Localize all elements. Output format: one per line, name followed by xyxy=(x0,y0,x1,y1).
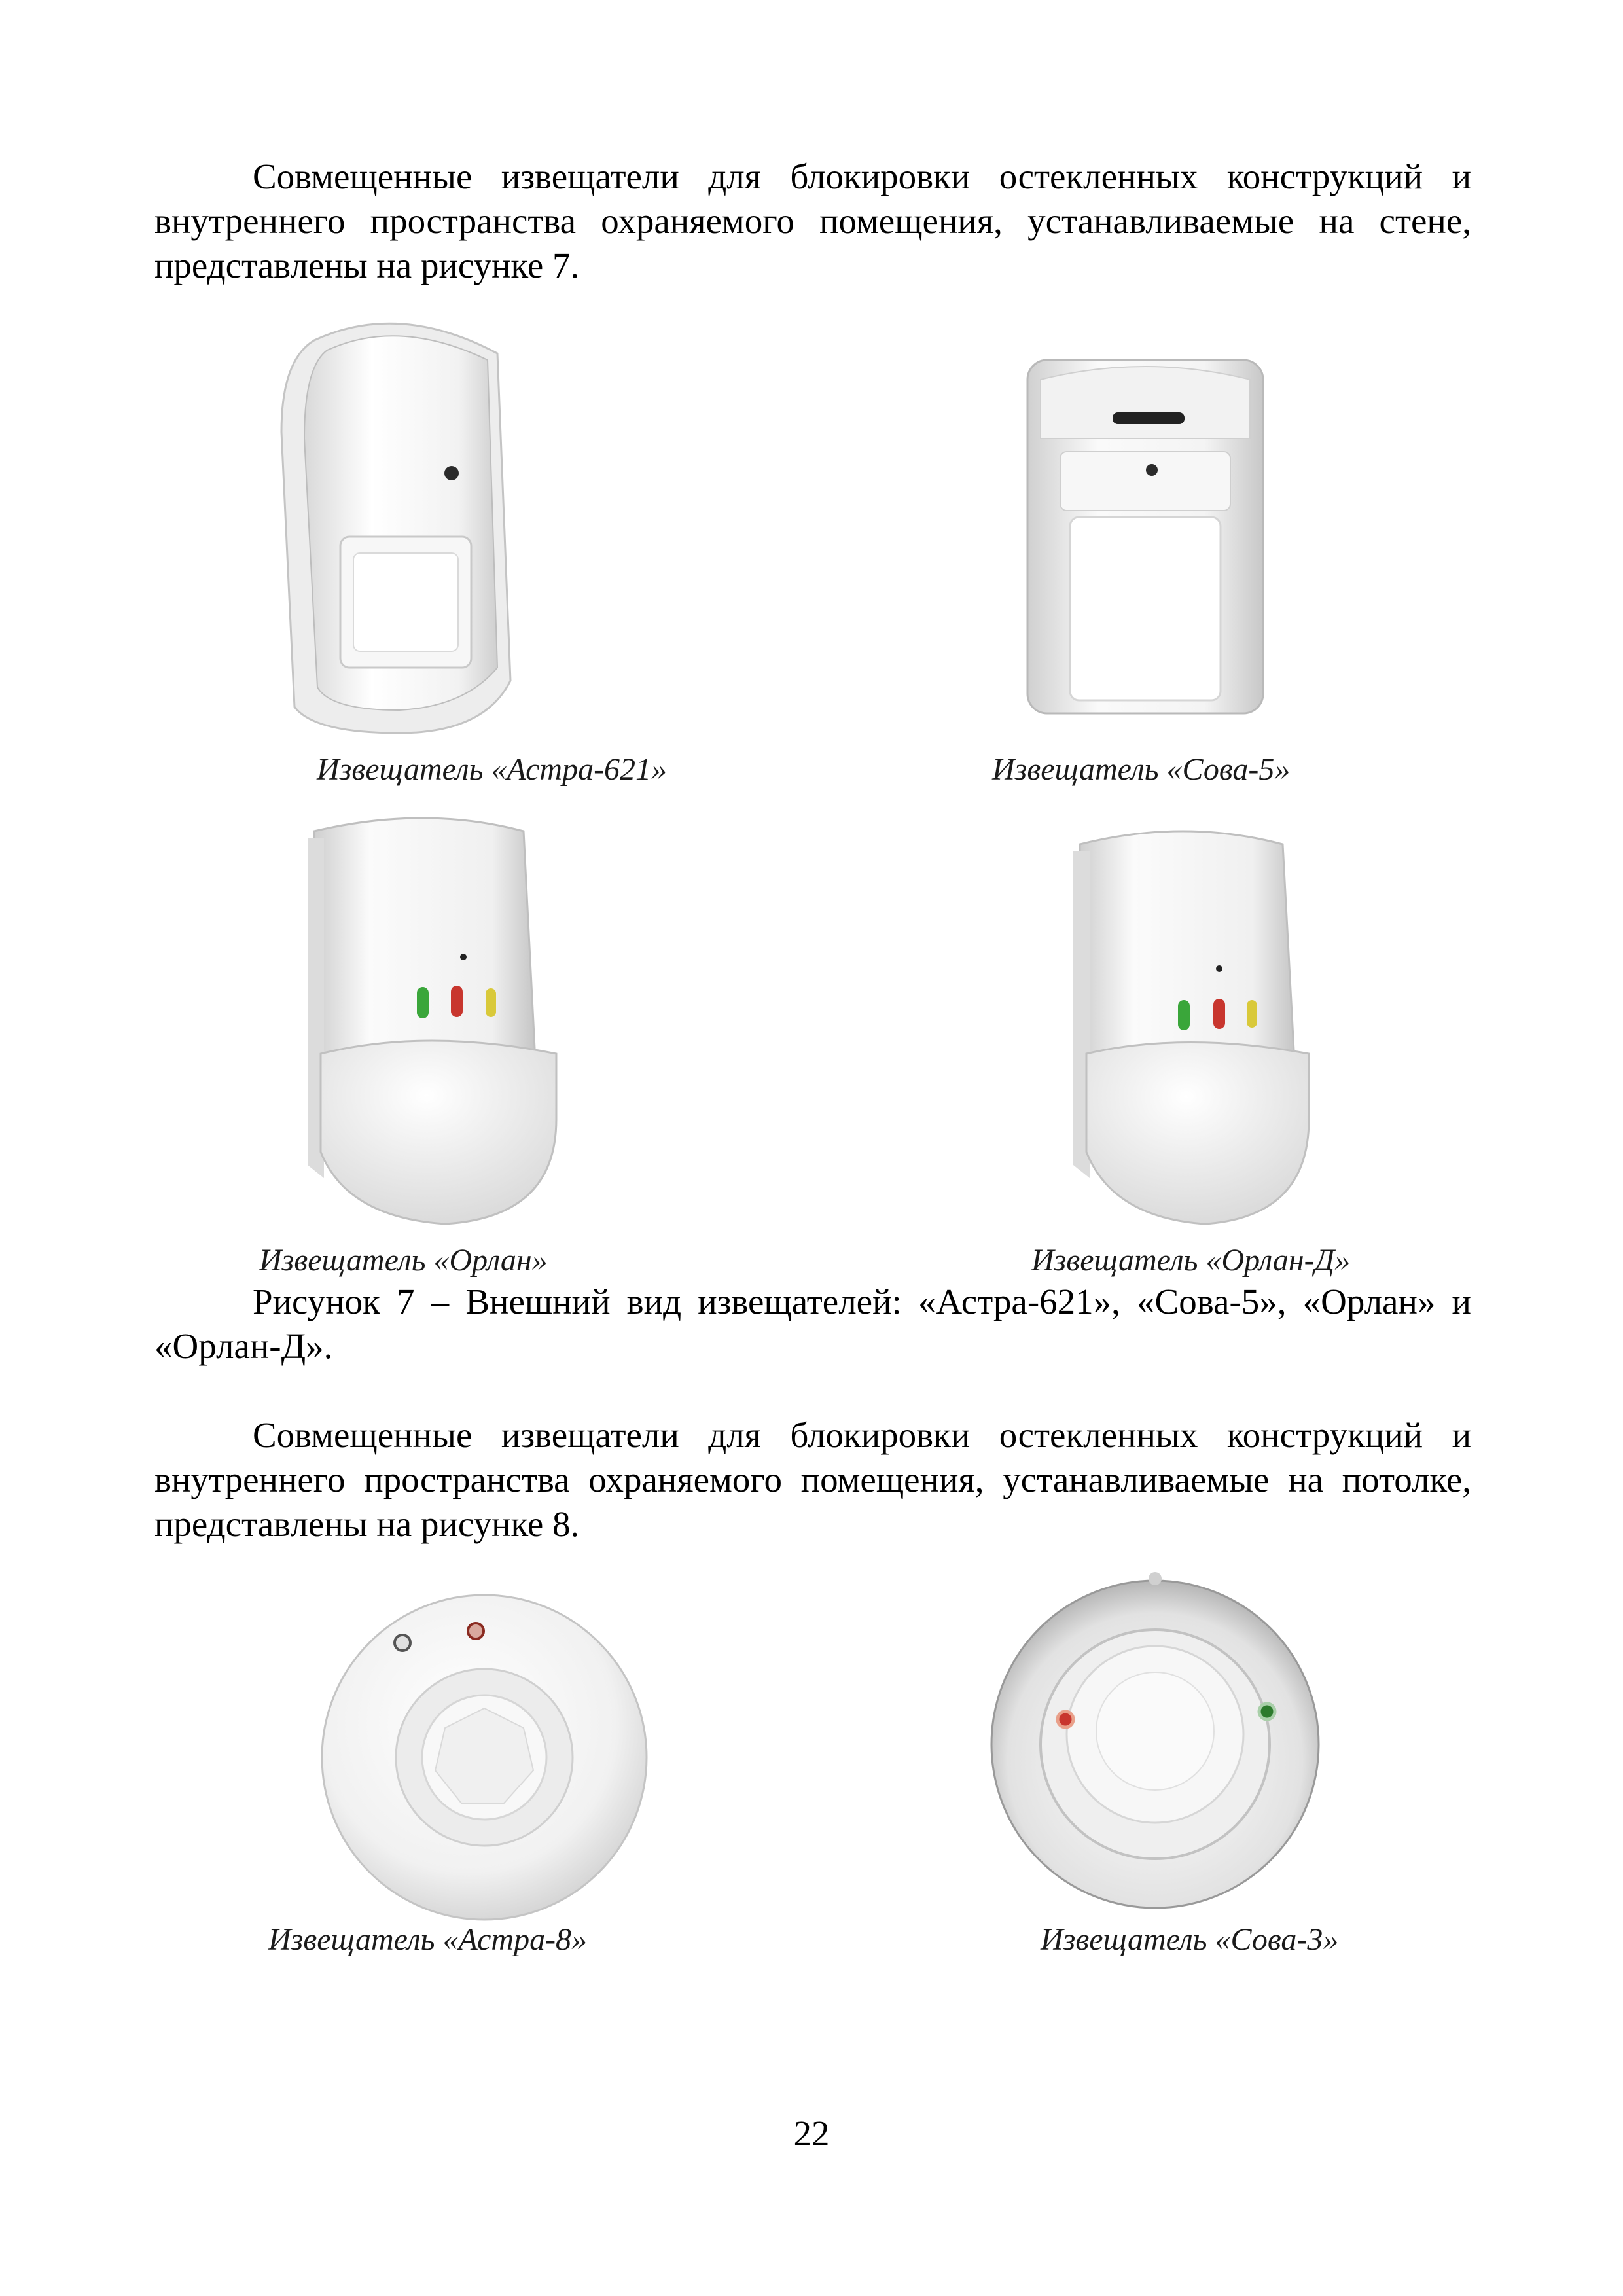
caption-astra-621: Извещатель «Астра-621» xyxy=(317,752,668,787)
sova-5-image xyxy=(1021,353,1270,720)
orlan-image xyxy=(294,812,569,1230)
caption-orlan: Извещатель «Орлан» xyxy=(259,1243,548,1278)
paragraph-wall-detectors: Совмещенные извещатели для блокировки остекленных конструкций и внутреннего пространства охраняемого помещения, устанавливаемые на стене, представлены на рисунке 7. xyxy=(154,156,1471,285)
figure-7-caption: Рисунок 7 – Внешний вид извещателей: «Астра-621», «Сова-5», «Орлан» и «Орлан-Д». xyxy=(154,1282,1471,1366)
caption-sova-3: Извещатель «Сова-3» xyxy=(1041,1922,1339,1957)
sova-3-image xyxy=(988,1564,1322,1931)
caption-astra-8: Извещатель «Астра-8» xyxy=(268,1922,588,1957)
astra-8-image xyxy=(314,1584,654,1924)
paragraph-ceiling-detectors: Совмещенные извещатели для блокировки остекленных конструкций и внутреннего пространства охраняемого помещения, устанавливаемые на потолке, представлены на рисунке 8. xyxy=(154,1415,1471,1544)
caption-sova-5: Извещатель «Сова-5» xyxy=(992,752,1291,787)
caption-orlan-d: Извещатель «Орлан-Д» xyxy=(1031,1243,1351,1278)
page-number: 22 xyxy=(793,2113,830,2153)
orlan-d-image xyxy=(1060,825,1322,1230)
astra-621-image xyxy=(268,314,530,740)
